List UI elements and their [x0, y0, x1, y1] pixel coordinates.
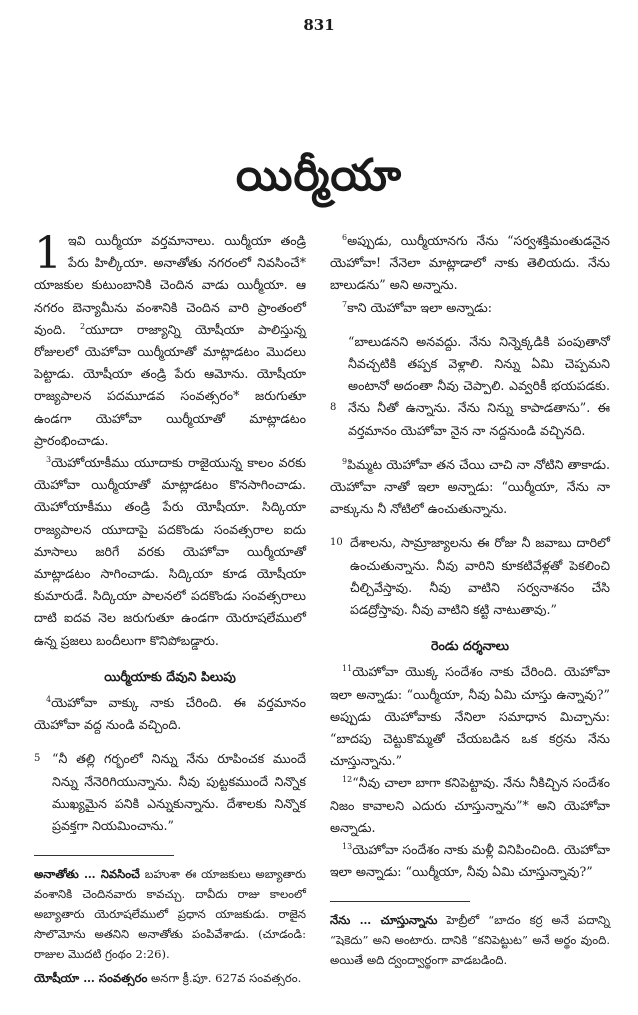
section-heading: రెండు దర్శనాలు	[430, 638, 509, 654]
footnote-text: హెబ్రీలో “బాదం కర్ర అనే పదాన్ని “షెకెదు” అని అంటారు. దానికి “కనిపెట్టుట” అనే అర్థం వుంది. అయితే అది ద్వంద్వార్థంగా వాడబడింది.	[330, 913, 610, 968]
verse-12-text: “నీవు చాలా బాగా కనిపెట్టావు. నేను నీకిచ్చిన సందేశం నిజం కావాలని ఎదురు చూస్తున్నాను”* అని యెహోవా అన్నాడు.	[330, 775, 610, 835]
poetry-verse-5	[34, 748, 306, 837]
verse-number: 10	[330, 537, 343, 549]
verse-number: 6	[342, 232, 348, 242]
paragraph-verse-3	[34, 452, 306, 652]
footnote-term: నేను … చూస్తున్నాను	[330, 913, 438, 928]
page-number: 831	[303, 16, 335, 34]
verse-number: 11	[342, 664, 353, 674]
paragraph-verse-13	[330, 839, 610, 883]
verse-number: 4	[46, 694, 52, 704]
verse-number: 12	[342, 775, 353, 785]
book-title: యిర్మీయా	[235, 150, 403, 201]
paragraph-verse-4	[34, 692, 306, 736]
verse-2-text: యూదా రాజ్యాన్ని యోషీయా పాలిస్తున్న రోజులలో యెహోవా యిర్మీయాతో మాట్లాడటం మొదలు పెట్టాడు. యోషీయా తండ్రి పేరు ఆమోను. యోషీయా రాజ్యపాలన పదమూడవ సంవత్సరం* జరుగుతూ ఉండగా యెహోవా యిర్మీయాతో మాట్లాడటం ప్రారంభించాడు.	[34, 321, 306, 448]
footnote-divider	[330, 901, 470, 902]
footnote-text: అనగా క్రీ.పూ. 627వ సంవత్సరం.	[151, 971, 302, 986]
verse-6-text: అప్పుడు, యిర్మీయానగు నేను “సర్వశక్తిమంతుడనైన యెహోవా! నేనెలా మాట్లాడాలో నాకు తెలియదు. నేను బాలుడను” అని అన్నాను.	[330, 233, 610, 293]
verse-5-text: “నీ తల్లి గర్భంలో నిన్ను నేను రూపించక ముందే నిన్ను నేనెరిగియున్నాను. నీవు పుట్టకముందే నిన్నొక ముఖ్యమైన పనికి ఎన్నుకున్నాను. దేశాలకు నిన్నొక ప్రవక్తగా నియమించాను.”	[52, 751, 306, 834]
footnote-divider	[34, 855, 174, 856]
footnote	[34, 968, 306, 988]
paragraph-verse-7	[330, 297, 610, 319]
verse-number: 2	[79, 321, 86, 331]
paragraph-verse-12	[330, 772, 610, 839]
verse-number: 9	[342, 456, 348, 466]
verse-11-text: యెహోవా యొక్క సందేశం నాకు చేరింది. యెహోవా ఇలా అన్నాడు: “యిర్మీయా, నీవు ఏమి చూస్తు ఉన్నావు?” అప్పుడు యెహోవాకు నేనిలా సమాధాన మిచ్చాను: “బాదపు చెట్టుకొమ్మతో చేయబడిన ఒక కర్రను నేను చూస్తున్నాను.”	[330, 664, 610, 769]
verse-number: 5	[34, 753, 41, 765]
verse-13-text: యెహోవా సందేశం నాకు మళ్లీ వినిపించింది. యెహోవా ఇలా అన్నాడు: “యిర్మీయా, నీవు ఏమి చూస్తున్నావు?”	[330, 842, 610, 880]
verse-9-text: పిమ్మట యెహోవా తన చేయి చాచి నా నోటిని తాకాడు. యెహోవా నాతో ఇలా అన్నాడు: “యిర్మీయా, నేను నా వాక్కును నీ నోటిలో ఉంచుతున్నాను.	[330, 456, 610, 517]
verse-number: 13	[342, 841, 353, 851]
poetry-verse-7-8	[330, 331, 610, 442]
poetry-verse-10	[330, 532, 610, 621]
verse-number: 3	[46, 454, 52, 464]
paragraph-verse-1	[34, 230, 306, 452]
verse-4-text: యెహోవా వాక్కు నాకు చేరింది. ఈ వర్తమానం యెహోవా వద్ద నుండి వచ్చింది.	[34, 695, 306, 733]
right-column	[330, 230, 610, 974]
verse-7-8-text: “బాలుడనని అనవద్దు. నేను నిన్నెక్కడికి పంపుతానో నీవచ్చటికి తప్పక వెళ్లాలి. నిన్ను ఏమి చెప్పమని అంటానో అదంతా నీవు చెప్పాలి. ఎవ్వరికీ భయపడకు. నేను నీతో ఉన్నాను. నేను నిన్ను కాపాడతాను”. ఈ వర్తమానం యెహోవా నైన నా నద్దనుండి వచ్చినది.	[348, 333, 610, 438]
paragraph-verse-11	[330, 661, 610, 772]
footnote	[34, 864, 306, 964]
chapter-number: 1	[34, 228, 62, 279]
verse-1-text: ఇవి యిర్మీయా వర్తమానాలు. యిర్మీయా తండ్రి పేరు హిల్కీయా. అనాతోతు నగరంలో నివసించే* యాజకుల కుటుంబానికి చెందిన వాడు యిర్మీయా. ఆ నగరం బెన్యామీను వంశానికి చెందిన వారి ప్రాంతంలో వుంది.	[34, 233, 306, 337]
footnote	[330, 910, 610, 970]
verse-number: 8	[330, 401, 337, 413]
verse-10-text: దేశాలను, సామ్రాజ్యాలను ఈ రోజు నీ జవాబు దారిలో ఉంచుతున్నాను. నీవు వారిని కూకటివేళ్లతో పెకలించి చీల్చివేస్తావు. నీవు వాటిని సర్వనాశనం చేసి పడద్రోస్తావు. నీవు వాటిని కట్టి నాటుతావు.”	[350, 535, 610, 618]
verse-7-text: కాని యెహోవా ఇలా అన్నాడు:	[347, 299, 492, 315]
left-column	[34, 230, 306, 992]
verse-3-text: యెహోయాకీము యూదాకు రాజైయున్న కాలం వరకు యెహోవా యిర్మీయాతో మాట్లాడటం కొనసాగించాడు. యెహోయాకీము తండ్రి పేరు యోషీయా. సిద్కియా రాజ్యపాలన యూదాపై పదకొండు సంవత్సరాల ఐదు మాసాలు జరిగే వరకు యెహోవా యిర్మీయాతో మాట్లాడటం సాగించాడు. సిద్కియా కూడ యోషీయా కుమారుడే. సిద్కియా పాలనలో పదకొండు సంవత్సరాలు దాటి ఐదవ నెల జరుగుతూ ఉండగా యెరూషలేములో ఉన్న ప్రజలు బందీలుగా కొనిపోబడ్డారు.	[34, 455, 306, 648]
footnote-term: అనాతోతు … నివసించే	[34, 867, 140, 882]
footnote-term: యోషీయా … సంవత్సరం	[34, 971, 148, 986]
section-heading: యిర్మీయాకు దేవుని పిలుపు	[104, 668, 236, 684]
paragraph-verse-6	[330, 230, 610, 297]
verse-number: 7	[342, 299, 348, 309]
footnote-text: బహుశా ఈ యాజకులు అబ్యాతారు వంశానికి చెందినవారు కావచ్చు. దావీదు రాజు కాలంలో అబ్యాతారు యెరూషలేములో ప్రధాన యాజకుడు. రాజైన సొలొమోను అతనిని అనాతోతు పంపివేశాడు. (చూడండి: రాజుల మొదటి గ్రంథం 2:26).	[34, 867, 306, 962]
paragraph-verse-9	[330, 454, 610, 521]
